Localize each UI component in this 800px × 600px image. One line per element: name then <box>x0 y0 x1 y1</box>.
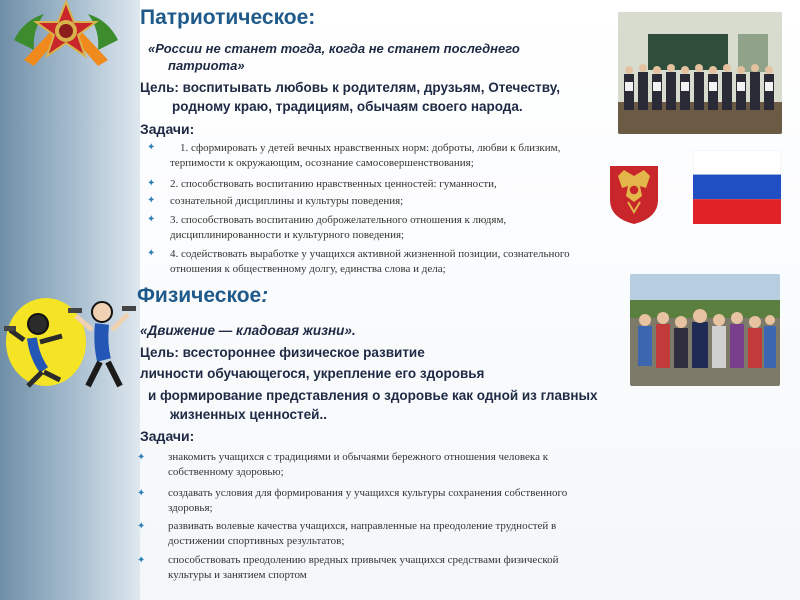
task-line: дисциплинированности и культурного поведения; <box>170 229 405 241</box>
list-item <box>170 213 600 243</box>
physical-motto: «Движение — кладовая жизни». <box>140 323 356 338</box>
goal-line: личности обучающегося, укрепление его здоровья <box>140 366 485 381</box>
physical-goal-cont <box>140 386 700 424</box>
physical-goal <box>140 342 640 384</box>
bullet-icon: ✦ <box>137 555 146 566</box>
outdoor-group-photo <box>630 274 780 386</box>
task-line: отношения к общественному долгу, единства слова и дела; <box>170 263 446 275</box>
patriotic-tasks-heading: Задачи: <box>140 121 195 137</box>
goal-line: родному краю, традициям, обычаям своего народа. <box>172 99 523 114</box>
list-item <box>170 247 670 277</box>
list-item <box>170 141 640 171</box>
task-line: знакомить учащихся с традициями и обычаями бережного отношения человека к <box>168 451 549 463</box>
task-line: 4. содействовать выработке у учащихся активной жизненной позиции, сознательного <box>170 248 570 260</box>
physical-tasks-heading: Задачи: <box>140 428 195 444</box>
patriotic-motto <box>148 40 618 74</box>
task-line: сознательной дисциплины и культуры поведения; <box>170 195 404 207</box>
task-line: 1. сформировать у детей вечных нравственных норм: доброты, любви к близким, <box>180 142 561 154</box>
outdoor-photo-art <box>630 274 780 386</box>
task-line: создавать условия для формирования у учащихся культуры сохранения собственного <box>168 487 568 499</box>
bullet-icon: ✦ <box>137 488 146 499</box>
classroom-photo-art <box>618 12 782 134</box>
physical-title <box>137 284 268 308</box>
list-item <box>170 194 600 209</box>
patriotic-title: Патриотическое: <box>140 6 316 29</box>
list-item <box>168 553 668 583</box>
bullet-icon: ✦ <box>147 248 156 259</box>
task-line: развивать волевые качества учащихся, направленные на преодоление трудностей в <box>168 520 557 532</box>
bullet-icon: ✦ <box>147 142 156 153</box>
task-line: собственному здоровью; <box>168 466 284 478</box>
task-line: здоровья; <box>168 502 213 514</box>
russian-coat-of-arms-icon <box>606 162 662 226</box>
list-item <box>168 450 668 480</box>
exercising-people-clipart <box>4 290 138 390</box>
task-line: культуры и занятием спортом <box>168 569 307 581</box>
task-line: способствовать преодолению вредных привычек учащихся средствами физической <box>168 554 559 566</box>
goal-line: и формирование представления о здоровье как одной из главных <box>148 388 598 403</box>
classroom-photo <box>618 12 782 134</box>
list-item <box>170 177 600 192</box>
bullet-icon: ✦ <box>147 195 156 206</box>
physical-title-text: Физическое <box>137 284 262 307</box>
order-medal-icon <box>4 0 128 66</box>
bullet-icon: ✦ <box>147 178 156 189</box>
motto-line: патриота» <box>168 58 245 73</box>
task-line: 2. способствовать воспитанию нравственных ценностей: гуманности, <box>170 178 497 190</box>
goal-line: Цель: всестороннее физическое развитие <box>140 345 425 360</box>
task-line: 3. способствовать воспитанию доброжелательного отношения к людям, <box>170 214 507 226</box>
bullet-icon: ✦ <box>137 452 146 463</box>
bullet-icon: ✦ <box>147 214 156 225</box>
task-line: достижении спортивных результатов; <box>168 535 345 547</box>
task-line: терпимости к окружающим, осознание самосовершенствования; <box>170 157 474 169</box>
goal-line: жизненных ценностей.. <box>170 407 327 422</box>
physical-title-colon: : <box>261 284 269 307</box>
list-item <box>168 486 668 516</box>
russian-flag-icon <box>693 150 781 224</box>
motto-line: «России не станет тогда, когда не станет последнего <box>148 41 520 56</box>
goal-line: Цель: воспитывать любовь к родителям, друзьям, Отечеству, <box>140 80 560 95</box>
bullet-icon: ✦ <box>137 521 146 532</box>
patriotic-goal <box>140 78 630 116</box>
list-item <box>168 519 668 549</box>
